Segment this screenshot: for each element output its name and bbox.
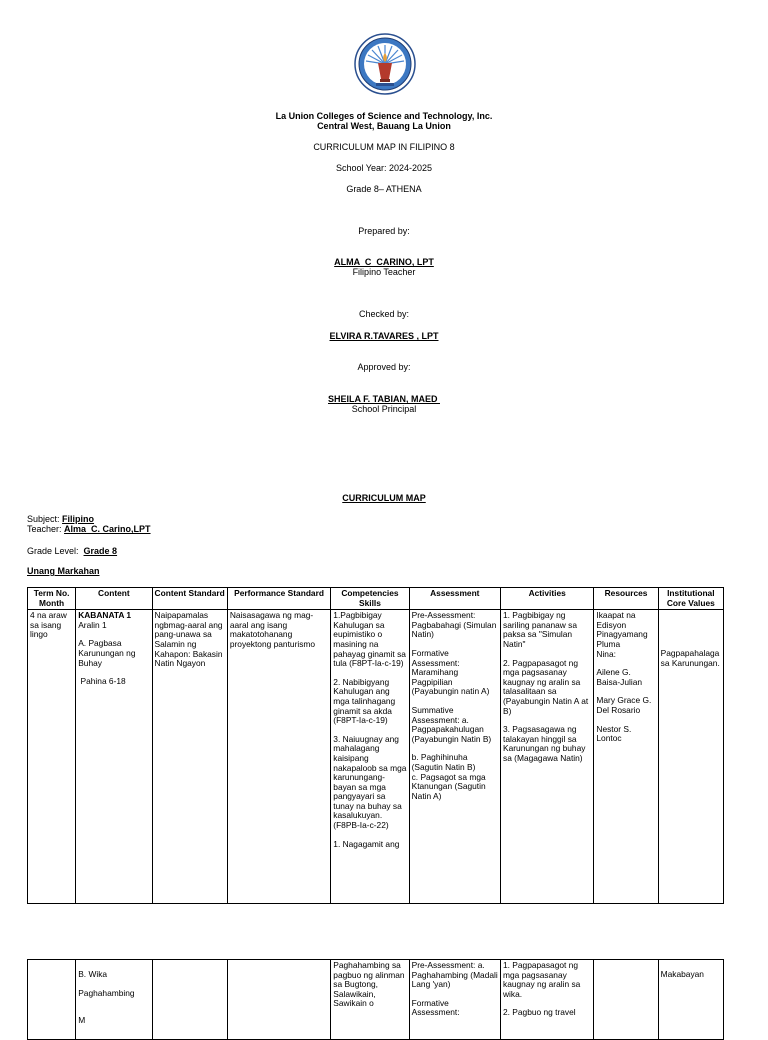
column-header: Content Standard <box>152 588 227 610</box>
grade-label: Grade Level: <box>27 546 84 556</box>
competency-item: 1. Nagagamit ang <box>333 838 400 849</box>
core-value: Makabayan <box>660 969 704 979</box>
institution-name: La Union Colleges of Science and Technology, Inc. <box>275 111 493 121</box>
curriculum-map-table <box>27 587 724 904</box>
checked-label: Checked by: <box>358 309 410 319</box>
activity-item: 1. Pagpapasagot ng mga pagsasanay kaugnay ng aralin sa wika. <box>503 960 581 999</box>
resource-item: Ailene G. Baisa-Julian <box>596 667 643 687</box>
activity-item: 3. Pagsasagawa ng talakayan hinggil sa Karunungan ng buhay sa (Magagawa Natin) <box>503 724 586 763</box>
assessment-item: Formative Assessment: <box>411 997 460 1018</box>
content-line: Paghahambing <box>78 987 135 998</box>
school-year: School Year: 2024-2025 <box>335 163 433 173</box>
content-title: KABANATA 1 <box>78 610 132 621</box>
content-line: M <box>78 1015 86 1026</box>
column-header: Term No. Month <box>28 588 76 610</box>
resources-cell <box>594 960 658 1040</box>
content-line: Pahina 6-18 <box>78 676 126 687</box>
content-standard-cell <box>152 960 227 1040</box>
activity-item: 2. Pagpapasagot ng mga pagsasanay kaugnay ng aralin sa talasalitaan sa (Payabungin Natin A at B) <box>503 657 589 716</box>
teacher-line <box>27 524 151 534</box>
competency-item: 3. Naiuugnay ang mahalagang kaisipang nakapaloob sa mga karunungang-bayan sa mga pangyayari sa tunay na buhay sa kasalukuyan. (F8PB-Ia-c-22) <box>333 733 407 831</box>
college-seal-logo <box>354 33 416 95</box>
approved-role: School Principal <box>351 404 417 414</box>
term-cell <box>28 960 76 1040</box>
resource-item: Ikaapat na Edisyon Pinagyamang Pluma Nina: <box>596 610 648 659</box>
curriculum-map-title: CURRICULUM MAP <box>342 493 426 503</box>
institution-address: Central West, Bauang La Union <box>317 121 451 131</box>
checked-name: ELVIRA R.TAVARES , LPT <box>329 331 439 341</box>
teacher-label: Teacher: <box>27 524 65 534</box>
teacher-value: Alma C. Carino,LPT <box>64 524 151 534</box>
activity-item: 1. Pagbibigay ng sariling pananaw sa paksa sa "Simulan Natin" <box>503 610 578 649</box>
column-header: Performance Standard <box>227 588 330 610</box>
content-cell <box>76 610 152 904</box>
column-header: Activities <box>501 588 594 610</box>
grade-value: Grade 8 <box>83 546 118 556</box>
table-row <box>28 960 724 1040</box>
term-cell: 4 na araw sa isang lingo <box>28 610 76 904</box>
approved-label: Approved by: <box>357 362 411 372</box>
prepared-label: Prepared by: <box>358 226 410 236</box>
quarter-label: Unang Markahan <box>27 566 100 576</box>
column-header: Institutional Core Values <box>658 588 723 610</box>
table-row <box>28 610 724 904</box>
assessment-cell <box>409 610 500 904</box>
core-values-cell <box>658 610 723 904</box>
column-header: Assessment <box>409 588 500 610</box>
grade-line <box>27 546 117 556</box>
activities-cell <box>501 610 594 904</box>
approved-name: SHEILA F. TABIAN, MAED <box>328 394 440 404</box>
column-header: Resources <box>594 588 658 610</box>
activity-item: 2. Pagbuo ng travel <box>503 1007 576 1018</box>
content-line: Aralin 1 <box>78 619 107 630</box>
core-values-cell <box>658 960 723 1040</box>
content-line: B. Wika <box>78 969 108 979</box>
grade-section: Grade 8– ATHENA <box>346 184 422 194</box>
subject-line <box>27 514 94 524</box>
assessment-item: Pre-Assessment: a. Paghahambing (Madali Lang 'yan) <box>411 960 498 990</box>
prepared-role: Filipino Teacher <box>352 267 416 277</box>
resource-item: Nestor S. Lontoc <box>596 723 632 744</box>
content-line: A. Pagbasa Karunungan ng Buhay <box>78 638 136 668</box>
document-title: CURRICULUM MAP IN FILIPINO 8 <box>313 142 455 152</box>
subject-label: Subject: <box>27 514 63 524</box>
competency-item: 1.Pagbibigay Kahulugan sa eupimistiko o masining na pahayag ginamit sa tula (F8PT-Ia-c-19) <box>333 610 406 669</box>
assessment-item: Pre-Assessment: Pagbabahagi (Simulan Natin) <box>411 610 497 640</box>
resources-cell <box>594 610 658 904</box>
activities-cell <box>501 960 594 1040</box>
prepared-name: ALMA C CARINO, LPT <box>334 257 434 267</box>
content-cell <box>76 960 152 1040</box>
curriculum-map-table-continued <box>27 959 724 1040</box>
performance-standard-cell <box>227 960 330 1040</box>
table-header-row <box>28 588 724 610</box>
competencies-cell <box>331 610 409 904</box>
resource-item: Mary Grace G. Del Rosario <box>596 695 652 715</box>
column-header: Content <box>76 588 152 610</box>
competency-item: 2. Nabibigyang Kahulugan ang mga talinhagang ginamit sa akda (F8PT-Ia-c-19) <box>333 676 396 726</box>
assessment-item: b. Paghihinuha (Sagutin Natin B) c. Pagsagot sa mga Ktanungan (Sagutin Natin A) <box>411 752 486 801</box>
subject-value: Filipino <box>62 514 95 524</box>
assessment-item: Summative Assessment: a. Pagpapakahulugan (Payabungin Natin B) <box>411 704 492 744</box>
competencies-cell: Paghahambing sa pagbuo ng alinman sa Bugtong, Salawikain, Sawikain o <box>331 960 409 1040</box>
performance-standard-cell: Naisasagawa ng mag-aaral ang isang makatotohanang proyektong panturismo <box>227 610 330 904</box>
column-header: Competencies Skills <box>331 588 409 610</box>
core-value: Pagpapahalaga sa Karunungan. <box>660 648 720 668</box>
assessment-cell <box>409 960 500 1040</box>
assessment-item: Formative Assessment: Maramihang Pagpipilian (Payabungin natin A) <box>411 647 490 697</box>
content-standard-cell: Naipapamalas ngbmag-aaral ang pang-unawa sa Salamin ng Kahapon: Bakasin Natin Ngayon <box>152 610 227 904</box>
